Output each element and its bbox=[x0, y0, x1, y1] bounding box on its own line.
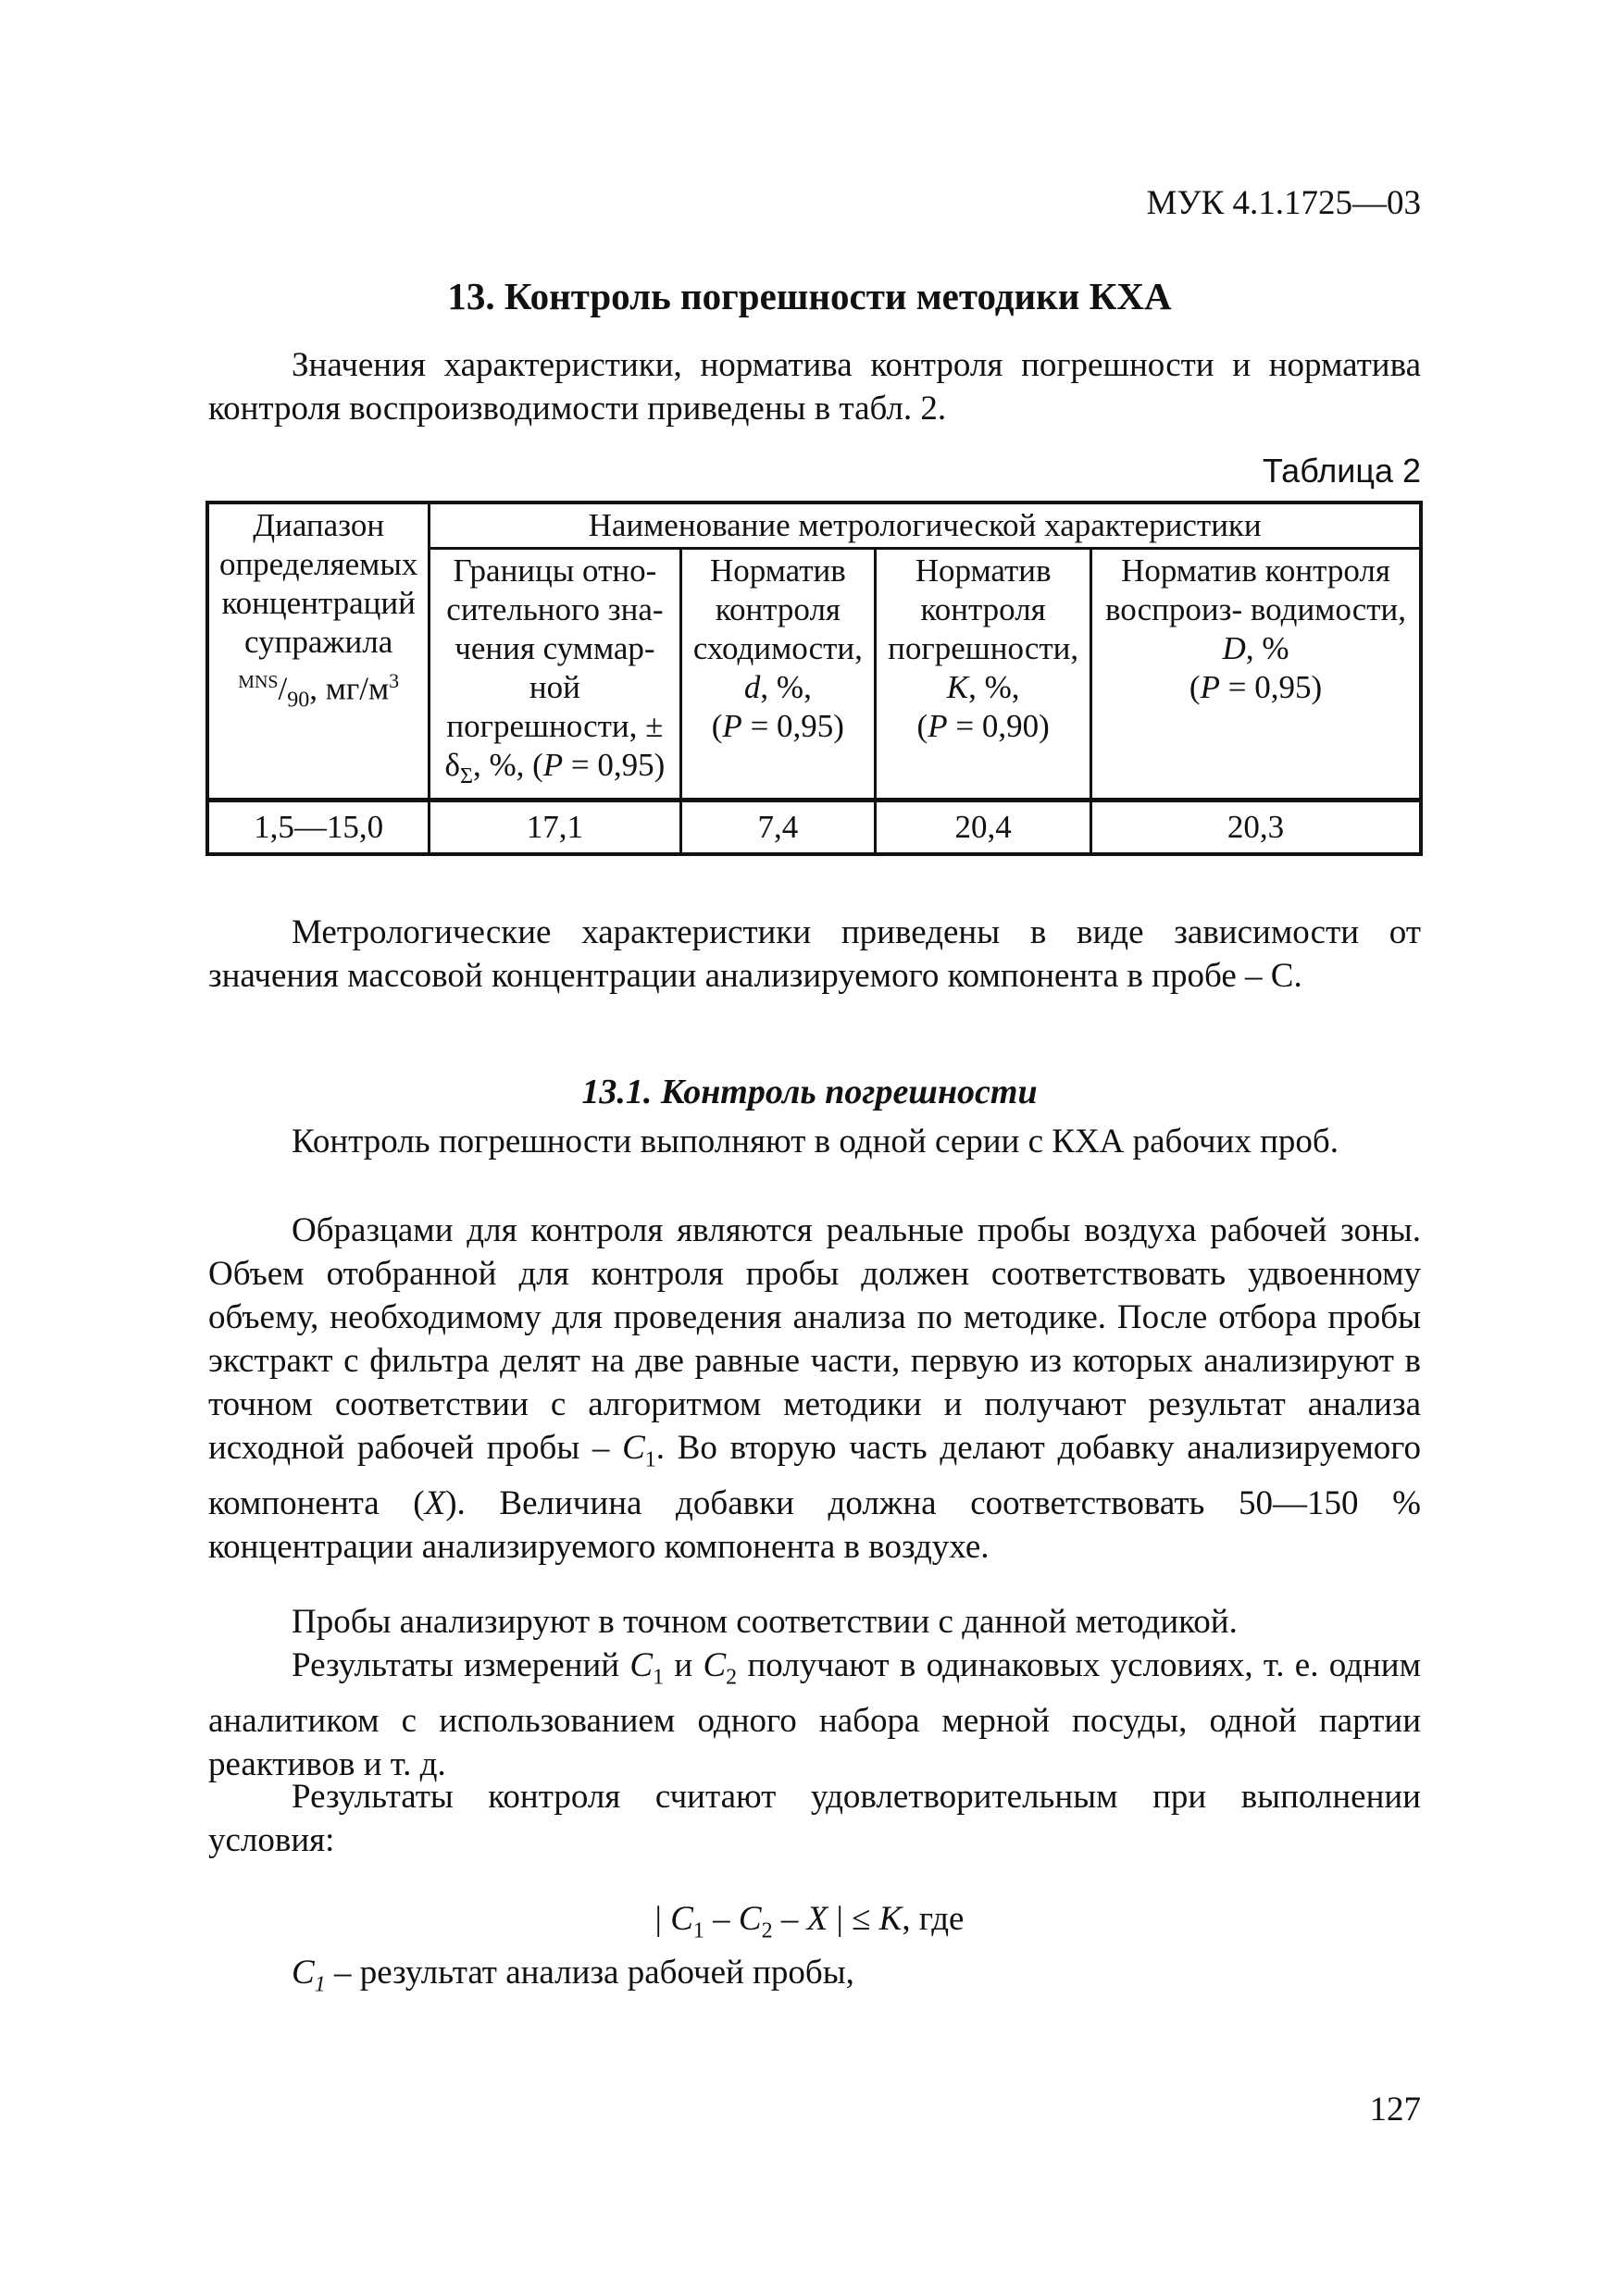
cell-dd: 20,3 bbox=[1091, 800, 1421, 855]
header-range-cell: Диапазон определяемых концентраций супражила $^{MNS}/_{90}$, $мг/м^3$ bbox=[207, 503, 430, 800]
cell-k: 20,4 bbox=[876, 800, 1091, 855]
cell-d: 7,4 bbox=[680, 800, 876, 855]
table-label: Таблица 2 bbox=[1262, 452, 1421, 490]
paragraph-metrology: Метрологические характеристики приведены в виде зависимости от значения массовой концентрации анализируемого компонента в пробе – С. bbox=[208, 913, 1421, 995]
control-formula: | $C_1 - C_2$ – X | ≤ K, где bbox=[654, 1900, 965, 1943]
table-row bbox=[207, 800, 1421, 855]
definition-c1: $C_1$ – результат анализа рабочей пробы, bbox=[292, 1954, 854, 1997]
metrology-table bbox=[205, 501, 1423, 856]
paragraph-condition: Результаты контроля считают удовлетворительным при выполнении условия: bbox=[208, 1778, 1421, 1859]
cell-range: 1,5—15,0 bbox=[207, 800, 430, 855]
header-group-cell: Наименование метрологической характеристики bbox=[430, 503, 1421, 549]
subsection-title: 13.1. Контроль погрешности bbox=[581, 1073, 1038, 1111]
table-header-row bbox=[207, 503, 1421, 549]
page-number: 127 bbox=[1369, 2091, 1421, 2128]
header-delta-cell: Границы отно- сительного зна- чения суммар- ной погрешности, ± $\delta_\Sigma$, %, (P = 0,95) bbox=[430, 549, 680, 800]
paragraph-analysis: Пробы анализируют в точном соответствии с данной методикой. bbox=[292, 1603, 1238, 1641]
header-dd-cell: Норматив контроля воспроиз- водимости, D, % (P = 0,95) bbox=[1091, 549, 1421, 800]
paragraph-control: Контроль погрешности выполняют в одной серии с КХА рабочих проб. bbox=[292, 1123, 1339, 1160]
paragraph-results: Результаты измерений $C_1$ и $C_2$ получают в одинаковых условиях, т. е. одним аналитиком с использованием одного набора мерной посуды, одной партии реактивов и т. д. bbox=[208, 1646, 1422, 1784]
header-d-cell: Норматив контроля сходимости, d, %, (P = 0,95) bbox=[680, 549, 876, 800]
intro-paragraph: Значения характеристики, норматива контроля погрешности и норматива контроля воспроизводимости приведены в табл. 2. bbox=[208, 346, 1421, 428]
document-code: МУК 4.1.1725—03 bbox=[1146, 184, 1421, 222]
section-title: 13. Контроль погрешности методики КХА bbox=[447, 275, 1172, 317]
paragraph-samples: Образцами для контроля являются реальные пробы воздуха рабочей зоны. Объем отобранной для контроля пробы должен соответствовать удвоенному объему, необходимому для проведения анализа по методике. После отбора пробы экстракт с фильтра делят на две равные части, первую из которых анализируют в точном соответствии с алгоритмом методики и получают результат анализа исходной рабочей пробы – $C_1$. Во вторую часть делают добавку анализируемого компонента (X). Величина добавки должна соответствовать 50—150 % концентрации анализируемого компонента в воздухе. bbox=[208, 1211, 1422, 1567]
header-k-cell: Норматив контроля погрешности, K, %, (P = 0,90) bbox=[876, 549, 1091, 800]
cell-delta: 17,1 bbox=[430, 800, 680, 855]
